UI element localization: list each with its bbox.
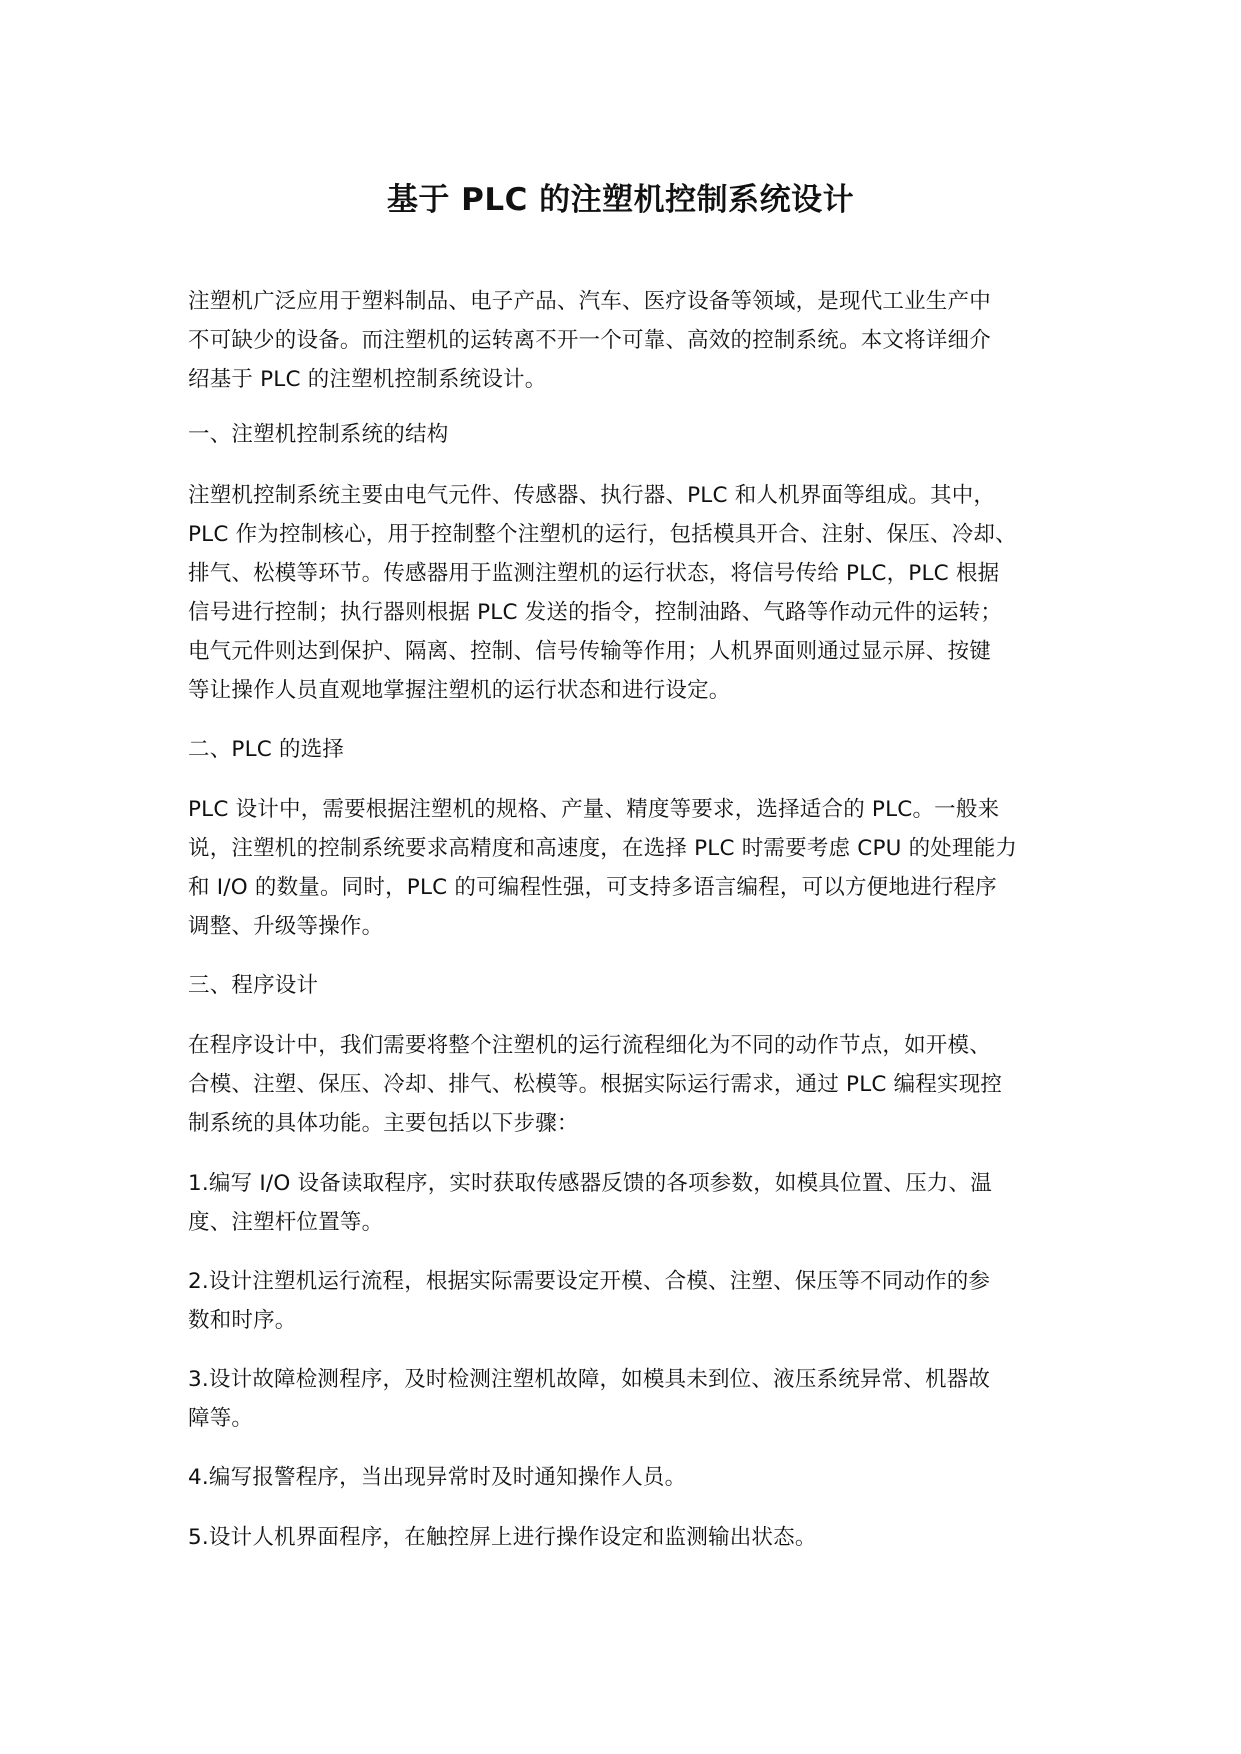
- text-line: 5.设计人机界面程序，在触控屏上进行操作设定和监测输出状态。: [188, 1525, 817, 1550]
- text-line: 绍基于 PLC 的注塑机控制系统设计。: [188, 367, 547, 392]
- step-4-paragraph: [188, 1458, 1088, 1497]
- step-1-paragraph: [188, 1164, 1088, 1242]
- step-5-paragraph: [188, 1518, 1088, 1557]
- text-line: 调整、升级等操作。: [188, 914, 384, 939]
- text-line: 注塑机控制系统主要由电气元件、传感器、执行器、PLC 和人机界面等组成。其中，: [188, 483, 996, 508]
- text-line: 电气元件则达到保护、隔离、控制、信号传输等作用；人机界面则通过显示屏、按键: [188, 639, 991, 664]
- text-line: 和 I/O 的数量。同时，PLC 的可编程性强，可支持多语言编程，可以方便地进行程序: [188, 875, 997, 900]
- section-heading-program-design: [188, 966, 1088, 1005]
- heading-text: 一、注塑机控制系统的结构: [188, 422, 449, 447]
- text-line: 在程序设计中，我们需要将整个注塑机的运行流程细化为不同的动作节点，如开模、: [188, 1033, 991, 1058]
- text-line: 数和时序。: [188, 1308, 297, 1333]
- section-heading-plc-selection: [188, 730, 1088, 769]
- text-line: 不可缺少的设备。而注塑机的运转离不开一个可靠、高效的控制系统。本文将详细介: [188, 328, 991, 353]
- section-program-design-paragraph: [188, 1026, 1088, 1143]
- text-line: 1.编写 I/O 设备读取程序，实时获取传感器反馈的各项参数，如模具位置、压力、温: [188, 1171, 992, 1196]
- step-3-paragraph: [188, 1360, 1088, 1438]
- text-line: 排气、松模等环节。传感器用于监测注塑机的运行状态，将信号传给 PLC，PLC 根据: [188, 561, 1000, 586]
- text-line: 注塑机广泛应用于塑料制品、电子产品、汽车、医疗设备等领域，是现代工业生产中: [188, 289, 991, 314]
- text-line: 合模、注塑、保压、冷却、排气、松模等。根据实际运行需求，通过 PLC 编程实现控: [188, 1072, 1003, 1097]
- document-title: 基于 PLC 的注塑机控制系统设计: [386, 182, 855, 218]
- step-2-paragraph: [188, 1262, 1088, 1340]
- text-line: 等让操作人员直观地掌握注塑机的运行状态和进行设定。: [188, 678, 731, 703]
- section-structure-paragraph: [188, 476, 1088, 710]
- text-line: 3.设计故障检测程序，及时检测注塑机故障，如模具未到位、液压系统异常、机器故: [188, 1367, 991, 1392]
- heading-text: 三、程序设计: [188, 973, 319, 998]
- text-line: 说，注塑机的控制系统要求高精度和高速度，在选择 PLC 时需要考虑 CPU 的处理能力: [188, 836, 1018, 861]
- text-line: 障等。: [188, 1406, 254, 1431]
- text-line: 信号进行控制；执行器则根据 PLC 发送的指令，控制油路、气路等作动元件的运转；: [188, 600, 1003, 625]
- intro-paragraph: [188, 282, 1088, 399]
- heading-text: 二、PLC 的选择: [188, 737, 345, 762]
- section-heading-structure: [188, 415, 1088, 454]
- section-plc-selection-paragraph: [188, 790, 1088, 946]
- text-line: 4.编写报警程序，当出现异常时及时通知操作人员。: [188, 1465, 687, 1490]
- text-line: 2.设计注塑机运行流程，根据实际需要设定开模、合模、注塑、保压等不同动作的参: [188, 1269, 991, 1294]
- text-line: 度、注塑杆位置等。: [188, 1210, 384, 1235]
- text-line: PLC 设计中，需要根据注塑机的规格、产量、精度等要求，选择适合的 PLC。一般来: [188, 797, 1000, 822]
- text-line: 制系统的具体功能。主要包括以下步骤：: [188, 1111, 579, 1136]
- text-line: PLC 作为控制核心，用于控制整个注塑机的运行，包括模具开合、注射、保压、冷却、: [188, 522, 1017, 547]
